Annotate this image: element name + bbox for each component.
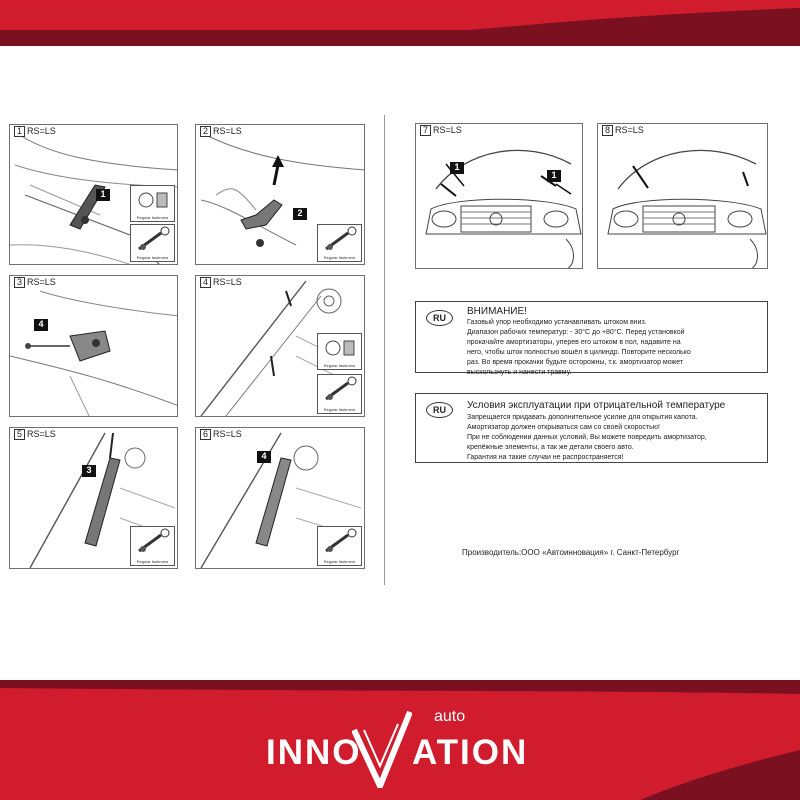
step-panel-4 [195, 275, 365, 417]
step-panel-2 [195, 124, 365, 265]
tool-inset: Regular fasteners [317, 526, 362, 566]
car-struts-installed-illustration [598, 124, 768, 269]
step-label: 7 RS=LS [418, 125, 464, 136]
callout-marker: 1 [547, 170, 561, 182]
warning-title: ВНИМАНИЕ! [467, 306, 527, 317]
step-label: 3 RS=LS [12, 277, 58, 288]
step-panel-8 [597, 123, 768, 269]
step-panel-1 [9, 124, 178, 265]
column-divider [384, 115, 385, 585]
tool-inset: Regular fasteners [130, 526, 175, 566]
step-label: 6 RS=LS [198, 429, 244, 440]
callout-marker: 1 [450, 162, 464, 174]
logo-v-mark [352, 708, 412, 788]
warning-notice [415, 301, 768, 376]
top-banner [0, 0, 800, 46]
callout-marker: 1 [96, 189, 110, 201]
step-panel-6 [195, 427, 365, 569]
logo-left-text: INNO [266, 733, 362, 772]
step-panel-3 [9, 275, 178, 417]
step-label: 5 RS=LS [12, 429, 58, 440]
step-label: 4 RS=LS [198, 277, 244, 288]
logo-right-text: ATION [412, 733, 529, 772]
callout-marker: 3 [82, 465, 96, 477]
tool-inset: Regular fasteners [317, 374, 362, 414]
tool-inset: Regular fasteners [317, 224, 362, 262]
language-badge: RU [426, 310, 453, 326]
callout-marker: 4 [34, 319, 48, 331]
step-label: 1 RS=LS [12, 126, 58, 137]
conditions-title: Условия эксплуатации при отрицательной температуре [467, 400, 726, 411]
cold-conditions-notice [415, 393, 768, 463]
fastener-inset: Regular fasteners [317, 333, 362, 370]
tool-inset: Regular fasteners [130, 224, 175, 262]
callout-marker: 2 [293, 208, 307, 220]
car-open-hood-illustration [416, 124, 583, 269]
step-panel-7 [415, 123, 583, 269]
manufacturer-text: Производитель:ООО «Автоинновация» г. Санкт-Петербург [462, 548, 680, 557]
language-badge: RU [426, 402, 453, 418]
step-panel-5 [9, 427, 178, 569]
conditions-text: Запрещается придавать дополнительное усилие для открытия капота. Амортизатор должен открываться сам со своей скоростью! При не соблюдении данных условий, Вы можете повредить амортизатор, крепёжные элементы, а так же детали своего авто. Гарантия на такие случаи не распространяется! [467, 414, 707, 461]
warning-text: Газовый упор необходимо устанавливать штоком вниз. Диапазон рабочих температур: - 30°C до +80°C. Перед установкой прокачайте амортизаторы, уперев его штоком в пол, надавите на него, чтобы шток полностью вошёл в цилиндр. Повторите несколько раз. Во время прокачки будьте осторожны, т.к. амортизатор может выскользнуть и нанести травму. [467, 319, 691, 376]
bracket-mount-illustration [10, 276, 178, 417]
step-label: 8 RS=LS [600, 125, 646, 136]
logo-sup-text: auto [434, 708, 466, 725]
fastener-inset: Regular fasteners [130, 185, 175, 222]
brand-logo [0, 700, 800, 790]
callout-marker: 4 [257, 451, 271, 463]
step-label: 2 RS=LS [198, 126, 244, 137]
